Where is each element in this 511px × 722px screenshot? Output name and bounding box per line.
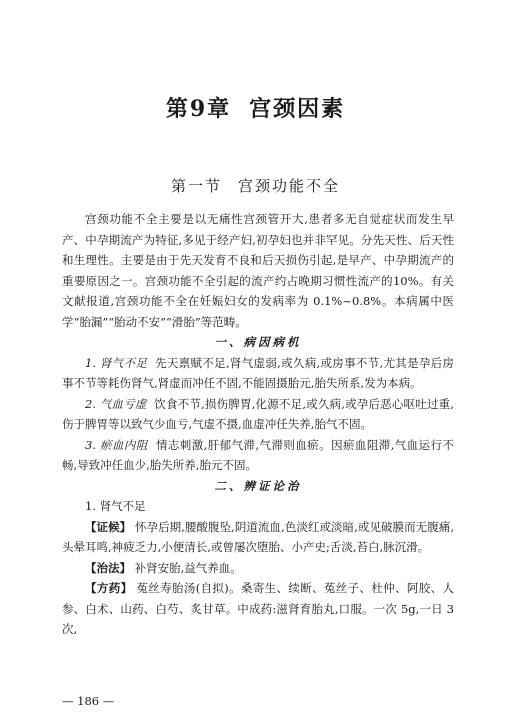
page-body xyxy=(62,209,454,640)
formula-text: 菟丝寿胎汤(自拟)。桑寄生、续断、菟丝子、杜仲、阿胶、人参、白术、山药、白芍、炙甘草。中成药:滋肾育胎丸,口服。一次 5g,一日 3 次, xyxy=(62,581,454,636)
etiology-item-label: 1. 肾气不足 xyxy=(85,355,148,370)
chapter-title xyxy=(0,92,511,123)
intro-paragraph: 宫颈功能不全主要是以无痛性宫颈管开大,患者多无自觉症状而发生早产、中孕期流产为特征,多见于经产妇,初孕妇也并非罕见。分先天性、后天性和生理性。主要是由于先天发育不良和后天损伤引起,是早产、中孕期流产的重要原因之一。宫颈功能不全引起的流产约占晚期习惯性流产的10%。有关文献报道,宫颈功能不全在妊娠妇女的发病率为 0.1%~0.8%。本病属中医学“胎漏”“胎动不安”“滑胎”等范畴。 xyxy=(62,212,454,329)
etiology-item-text: 情志刺激,肝郁气滞,气滞则血瘀。因瘀血阻滞,气血运行不畅,导致冲任血少,胎失所养,胎元不固。 xyxy=(62,437,454,472)
etiology-item xyxy=(62,394,454,435)
etiology-item-label: 3. 瘀血内阻 xyxy=(85,437,148,452)
etiology-item xyxy=(62,435,454,476)
syndrome-text: 怀孕后期,腰酸腹坠,阴道流血,色淡红或淡暗,或见破膜而无腹痛,头晕耳鸣,神疲乏力,小便清长,或曾屡次堕胎、小产史;舌淡,苔白,脉沉滑。 xyxy=(62,519,455,554)
chapter-number: 第9章 xyxy=(165,96,232,122)
method-tag: 【治法】 xyxy=(85,560,131,575)
formula-tag: 【方药】 xyxy=(85,581,133,595)
treatment-heading: 二、辨证论治 xyxy=(214,478,302,493)
method-paragraph xyxy=(62,558,454,579)
page-number: — 186 — xyxy=(62,694,115,708)
etiology-heading: 一、病因病机 xyxy=(214,335,302,349)
etiology-item-text: 饮食不节,损伤脾胃,化源不足,或久病,或孕后恶心呕吐过重,伤于脾胃等以致气少血亏,气虚不摄,血虚冲任失养,胎气不固。 xyxy=(62,396,454,431)
syndrome-paragraph xyxy=(62,517,454,558)
method-text: 补肾安胎,益气养血。 xyxy=(134,560,242,575)
etiology-item-label: 2. 气血亏虚 xyxy=(85,396,147,411)
chapter-name: 宫颈因素 xyxy=(249,96,346,122)
etiology-item xyxy=(62,353,454,394)
section-title xyxy=(0,175,511,196)
syndrome-tag: 【证候】 xyxy=(85,519,132,534)
etiology-item-text: 先天禀赋不足,肾气虚弱,或久病,或房事不节,尤其是孕后房事不节等耗伤肾气,肾虚而冲任不固,不能固摄胎元,胎失所系,发为本病。 xyxy=(62,355,455,390)
treatment-subtype: 1. 肾气不足 xyxy=(85,499,146,513)
formula-paragraph xyxy=(62,578,454,640)
section-number: 第一节 xyxy=(170,177,222,195)
section-name: 宫颈功能不全 xyxy=(238,177,341,195)
